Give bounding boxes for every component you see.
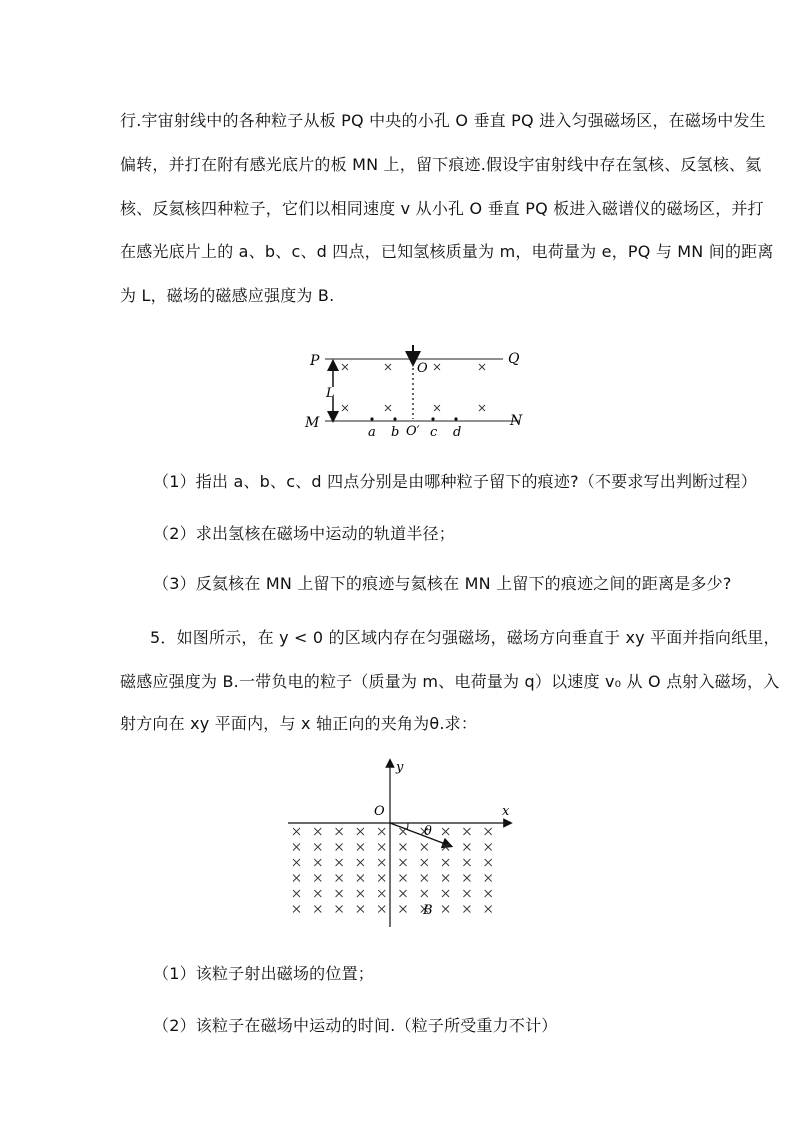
field-crosses: [293, 828, 492, 913]
q5-1: （1）该粒子射出磁场的位置；: [153, 964, 374, 983]
field-cross: [485, 875, 492, 882]
field-cross: [421, 859, 428, 866]
field-cross: [293, 890, 300, 897]
field-cross: [314, 890, 321, 897]
field-cross: [378, 859, 385, 866]
field-cross: [357, 828, 364, 835]
field-cross: [378, 906, 385, 913]
field-cross: [442, 828, 449, 835]
field-cross: [314, 859, 321, 866]
label-x: x: [502, 804, 510, 819]
label-m: M: [305, 415, 320, 431]
label-o-prime: O′: [406, 424, 420, 439]
label-b: B: [423, 903, 433, 918]
field-cross: [293, 859, 300, 866]
label-l: L: [326, 386, 335, 401]
field-cross: [463, 844, 470, 851]
p4-line-3: 核、反氦核四种粒子，它们以相同速度 v 从小孔 O 垂直 PQ 板进入磁谱仪的磁场区，并打: [120, 199, 764, 218]
field-cross: [314, 906, 321, 913]
field-cross: [442, 875, 449, 882]
field-cross: [442, 859, 449, 866]
label-y: y: [396, 760, 404, 775]
field-cross: [293, 828, 300, 835]
field-cross: [400, 906, 407, 913]
field-cross: [314, 875, 321, 882]
label-c: c: [430, 425, 438, 440]
field-cross: [336, 875, 343, 882]
field-cross: [485, 844, 492, 851]
label-p: P: [310, 353, 320, 369]
q4-3: （3）反氦核在 MN 上留下的痕迹与氦核在 MN 上留下的痕迹之间的距离是多少?: [153, 574, 732, 593]
label-a: a: [368, 425, 376, 440]
field-cross: [378, 890, 385, 897]
figure-field-region: [280, 755, 520, 935]
label-n: N: [510, 413, 523, 429]
field-cross: [336, 890, 343, 897]
field-cross: [378, 875, 385, 882]
field-cross: [485, 859, 492, 866]
label-b: b: [391, 425, 400, 440]
field-cross: [400, 890, 407, 897]
field-cross: [421, 890, 428, 897]
field-cross: [400, 859, 407, 866]
field-cross: [485, 906, 492, 913]
p5-line-3: 射方向在 xy 平面内，与 x 轴正向的夹角为θ.求：: [120, 714, 478, 733]
q5-2: （2）该粒子在磁场中运动的时间.（粒子所受重力不计）: [153, 1016, 558, 1035]
p4-line-5: 为 L，磁场的磁感应强度为 B.: [120, 286, 335, 305]
field-cross: [463, 890, 470, 897]
field-cross: [485, 890, 492, 897]
field-cross: [357, 890, 364, 897]
field-cross: [442, 906, 449, 913]
figure-spectrometer: [300, 345, 540, 445]
label-o: O: [374, 804, 385, 819]
field-cross: [336, 844, 343, 851]
theta-arc: [407, 823, 408, 830]
impact-dots: [370, 417, 457, 420]
field-cross: [421, 875, 428, 882]
p5-line-1: 5．如图所示，在 y < 0 的区域内存在匀强磁场，磁场方向垂直于 xy 平面并指向纸里，: [150, 628, 780, 647]
label-d: d: [453, 425, 462, 440]
field-cross: [336, 828, 343, 835]
field-cross: [293, 875, 300, 882]
p5-line-2: 磁感应强度为 B.一带负电的粒子（质量为 m、电荷量为 q）以速度 v₀ 从 O 点射入磁场，入: [120, 672, 780, 691]
field-cross: [357, 906, 364, 913]
field-cross: [463, 859, 470, 866]
field-cross: [314, 844, 321, 851]
field-cross: [378, 844, 385, 851]
q4-2: （2）求出氢核在磁场中运动的轨道半径；: [153, 524, 455, 543]
p4-line-2: 偏转，并打在附有感光底片的板 MN 上，留下痕迹.假设宇宙射线中存在氢核、反氢核、氦: [120, 155, 762, 174]
label-q: Q: [508, 351, 520, 367]
field-cross: [463, 875, 470, 882]
field-cross: [463, 828, 470, 835]
field-cross: [336, 859, 343, 866]
field-cross: [400, 844, 407, 851]
field-cross: [357, 875, 364, 882]
field-cross: [442, 890, 449, 897]
q4-1: （1）指出 a、b、c、d 四点分别是由哪种粒子留下的痕迹?（不要求写出判断过程）: [153, 472, 757, 491]
field-cross: [400, 828, 407, 835]
field-cross: [421, 844, 428, 851]
label-theta: θ: [424, 824, 432, 839]
field-cross: [485, 828, 492, 835]
field-cross: [314, 828, 321, 835]
field-cross: [293, 906, 300, 913]
field-cross: [400, 875, 407, 882]
field-cross: [357, 859, 364, 866]
p4-line-1: 行.宇宙射线中的各种粒子从板 PQ 中央的小孔 O 垂直 PQ 进入匀强磁场区，在磁场中发生: [120, 111, 766, 130]
field-cross: [357, 844, 364, 851]
p4-line-4: 在感光底片上的 a、b、c、d 四点，已知氢核质量为 m，电荷量为 e，PQ 与 MN 间的距离: [120, 242, 774, 261]
field-cross: [293, 844, 300, 851]
field-cross: [336, 906, 343, 913]
label-o: O: [417, 361, 428, 376]
field-cross: [463, 906, 470, 913]
field-cross: [378, 828, 385, 835]
velocity-arrow: [390, 823, 448, 845]
